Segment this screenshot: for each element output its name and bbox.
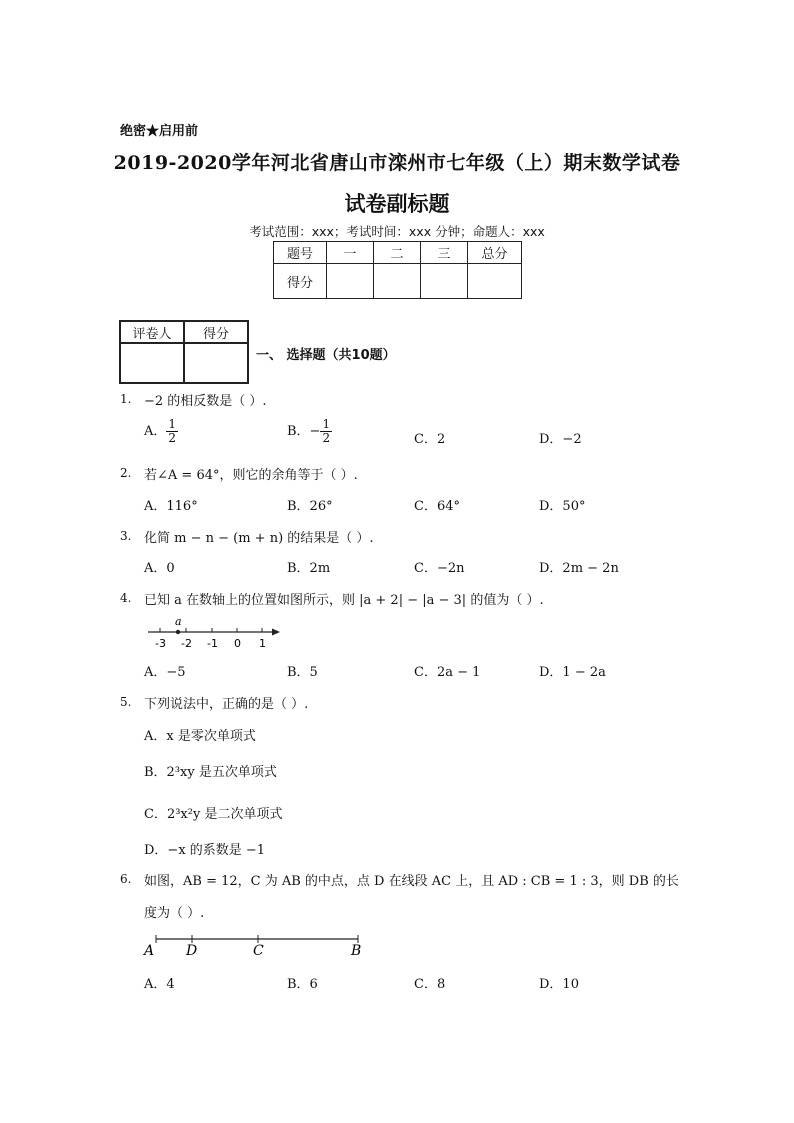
option-a: A．−5 — [144, 665, 186, 680]
option-d: D．10 — [539, 977, 579, 992]
score-header-cell: 一 — [327, 242, 374, 264]
option-d: D．−2 — [539, 432, 582, 447]
point-label-d: D — [186, 943, 198, 959]
option-c: C．2 — [414, 432, 446, 447]
question-number: 6. — [120, 872, 132, 886]
fraction — [166, 418, 178, 445]
score-header-cell: 题号 — [274, 242, 327, 264]
question-text-continued: 度为（ ）. — [144, 906, 205, 921]
score-row-label: 得分 — [274, 264, 327, 299]
option-c: C．−2n — [414, 561, 465, 576]
option-label: B．− — [287, 424, 321, 439]
question-number: 4. — [120, 591, 132, 605]
option-d: D．2m − 2n — [539, 561, 619, 576]
point-label-b: B — [351, 943, 362, 959]
fraction-denominator: 2 — [168, 431, 177, 445]
question-text: 化简 m − n − (m + n) 的结果是（ ）. — [144, 531, 374, 546]
score-cell — [327, 264, 374, 299]
question-text: −2 的相反数是（ ）. — [144, 394, 267, 409]
option-c: C．64° — [414, 499, 460, 514]
number-line-figure — [144, 614, 284, 650]
grader-header-cell: 评卷人 — [120, 321, 184, 343]
fraction — [320, 418, 332, 445]
grader-table — [119, 320, 249, 384]
option-b: B．5 — [287, 665, 318, 680]
fraction-denominator: 2 — [322, 431, 331, 445]
question-text: 下列说法中，正确的是（ ）. — [144, 697, 309, 712]
option-b: B．6 — [287, 977, 318, 992]
exam-subtitle: 试卷副标题 — [344, 191, 450, 216]
option-a — [144, 418, 178, 445]
tick-label: 0 — [234, 637, 241, 650]
option-b — [287, 418, 332, 445]
score-table — [273, 241, 522, 299]
option-d: D．−x 的系数是 −1 — [144, 843, 266, 858]
option-a: A．4 — [144, 977, 175, 992]
exam-title: 2019-2020学年河北省唐山市滦州市七年级（上）期末数学试卷 — [113, 152, 681, 174]
tick-label: -1 — [207, 637, 218, 650]
question-number: 1. — [120, 392, 132, 406]
score-header-cell: 三 — [421, 242, 468, 264]
question-text: 如图，AB = 12，C 为 AB 的中点，点 D 在线段 AC 上，且 AD : CB = 1 : 3，则 DB 的长 — [144, 874, 679, 889]
option-b: B．2m — [287, 561, 331, 576]
fraction-numerator: 1 — [168, 417, 177, 431]
point-a-marker — [176, 630, 180, 634]
option-a: A．116° — [144, 499, 198, 514]
option-c: C．8 — [414, 977, 446, 992]
point-a-label: a — [175, 615, 182, 628]
option-b: B．2³xy 是五次单项式 — [144, 765, 277, 780]
point-label-c: C — [253, 943, 264, 959]
question-number: 5. — [120, 695, 132, 709]
score-cell — [468, 264, 522, 299]
option-c: C．2³x²y 是二次单项式 — [144, 807, 283, 822]
grader-cell — [120, 343, 184, 383]
section-title: 一、 选择题（共10题） — [256, 348, 396, 363]
question-text: 已知 a 在数轴上的位置如图所示，则 |a + 2| − |a − 3| 的值为（ ）. — [144, 593, 544, 608]
option-a: A．0 — [144, 561, 175, 576]
option-b: B．26° — [287, 499, 333, 514]
fraction-numerator: 1 — [322, 417, 331, 431]
tick-label: -3 — [155, 637, 166, 650]
grader-header-cell: 得分 — [184, 321, 248, 343]
tick-label: 1 — [259, 637, 266, 650]
exam-info: 考试范围：xxx；考试时间：xxx 分钟；命题人：xxx — [249, 224, 545, 239]
option-d: D．1 − 2a — [539, 665, 606, 680]
question-number: 3. — [120, 529, 132, 543]
score-header-cell: 总分 — [468, 242, 522, 264]
option-d: D．50° — [539, 499, 586, 514]
score-header-cell: 二 — [374, 242, 421, 264]
point-label-a: A — [144, 943, 155, 959]
option-c: C．2a − 1 — [414, 665, 481, 680]
option-label: A． — [144, 424, 167, 439]
score-cell — [374, 264, 421, 299]
tick-label: -2 — [181, 637, 192, 650]
line-segment-figure — [142, 930, 372, 960]
option-a: A．x 是零次单项式 — [144, 729, 256, 744]
confidential-label: 绝密★启用前 — [120, 124, 199, 139]
score-cell — [421, 264, 468, 299]
grader-cell — [184, 343, 248, 383]
question-number: 2. — [120, 466, 132, 480]
question-text: 若∠A = 64°，则它的余角等于（ ）. — [144, 468, 358, 483]
